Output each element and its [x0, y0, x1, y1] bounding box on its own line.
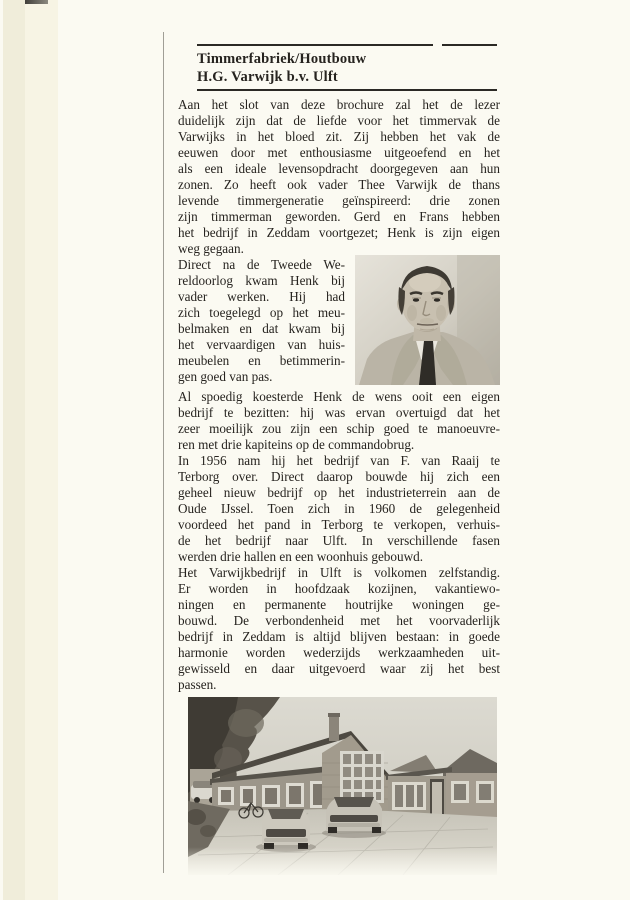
vertical-rule — [163, 32, 164, 873]
text-line: werden drie hallen en een woonhuis gebouwd. — [178, 549, 423, 564]
text-line: Oude IJssel. Toen zich in 1960 de gelegenheid — [178, 501, 500, 516]
header-top-rule — [197, 44, 497, 46]
text-line: Al spoedig koesterde Henk de wens ooit een eigen — [178, 389, 500, 404]
paragraph-2 — [178, 257, 345, 385]
portrait-photo-graphic — [355, 255, 500, 385]
text-line: ningen en permanente houtrijke woningen ge- — [178, 597, 500, 612]
text-line: Direct na de Tweede We- — [178, 257, 345, 272]
header-bottom-rule — [197, 89, 497, 91]
page-left-margin-strip — [3, 0, 25, 900]
building-photo — [188, 697, 497, 875]
page-left-inner-strip — [25, 0, 58, 900]
text-line: weg gegaan. — [178, 241, 244, 256]
text-line: gen goed van pas. — [178, 369, 273, 384]
text-line: het vervaardigen van huis- — [178, 337, 345, 352]
text-line: zeer moeilijk zou zijn een schip goed te manoeuvre- — [178, 421, 500, 436]
page-title-line-1: Timmerfabriek/Houtbouw — [197, 51, 367, 67]
text-line: passen. — [178, 677, 217, 692]
text-line: ren met drie kapiteins op de commandobrug. — [178, 437, 415, 452]
text-line: geheel nieuw bedrijf op het industrieterrein aan de — [178, 485, 500, 500]
text-line: zijn timmerman geworden. Gerd en Frans hebben — [178, 209, 500, 224]
body-text-column — [178, 97, 500, 693]
paragraph-4 — [178, 453, 500, 565]
scan-artifact-mark — [25, 0, 48, 4]
text-line: levende timmergeneratie geïnspireerd: drie zonen — [178, 193, 500, 208]
text-line: de het bedrijf naar Ulft. In verschillende fasen — [178, 533, 500, 548]
text-line: belmaken en dat kwam bij — [178, 321, 345, 336]
text-line: het bedrijf in Zeddam voortgezet; Henk is zijn eigen — [178, 225, 500, 240]
text-line: voordeed het pand in Terborg te verkopen, verhuis- — [178, 517, 500, 532]
text-line: bouwd. De verbondenheid met het voorvaderlijk — [178, 613, 500, 628]
text-line: vader werken. Hij had — [178, 289, 345, 304]
portrait-photo — [355, 255, 500, 385]
text-line: Het Varwijkbedrijf in Ulft is volkomen zelfstandig. — [178, 565, 500, 580]
text-line: reldoorlog kwam Henk bij — [178, 273, 345, 288]
header-top-rule-segment — [197, 44, 433, 46]
text-line: meubelen en betimmerin- — [178, 353, 345, 368]
text-line: Varwijks in het bloed zit. Zij hebben het vak de — [178, 129, 500, 144]
section-header — [197, 44, 497, 91]
paragraph-5 — [178, 565, 500, 693]
text-line: bedrijf te bezitten: hij was ervan overtuigd dat het — [178, 405, 500, 420]
text-line: Terborg over. Direct daarop bouwde hij zich een — [178, 469, 500, 484]
text-line: zonen. Zo heeft ook vader Thee Varwijk de thans — [178, 177, 500, 192]
text-line: In 1956 nam hij het bedrijf van F. van Raaij te — [178, 453, 500, 468]
text-and-portrait-row — [178, 257, 500, 389]
text-line: gewisseld en daar uitgevoerd waar zij het best — [178, 661, 500, 676]
text-line: bedrijf in Zeddam is altijd blijven bestaan: in goede — [178, 629, 500, 644]
header-top-rule-segment — [442, 44, 497, 46]
text-line: harmonie worden wederzijds werkzaamheden uit- — [178, 645, 500, 660]
text-line: Er worden in hoofdzaak kozijnen, vakantiewo- — [178, 581, 500, 596]
paragraph-1 — [178, 97, 500, 257]
page-title-line-2: H.G. Varwijk b.v. Ulft — [197, 69, 338, 85]
text-line: zich toegelegd op het meu- — [178, 305, 345, 320]
building-photo-graphic — [188, 697, 497, 875]
text-line: duidelijk zijn dat de liefde voor het timmervak de — [178, 113, 500, 128]
text-line: eeuwen door met enthousiasme uitgeoefend en het — [178, 145, 500, 160]
paragraph-3 — [178, 389, 500, 453]
text-line: als een ideale levensopdracht doorgegeven aan hun — [178, 161, 500, 176]
text-line: Aan het slot van deze brochure zal het de lezer — [178, 97, 500, 112]
